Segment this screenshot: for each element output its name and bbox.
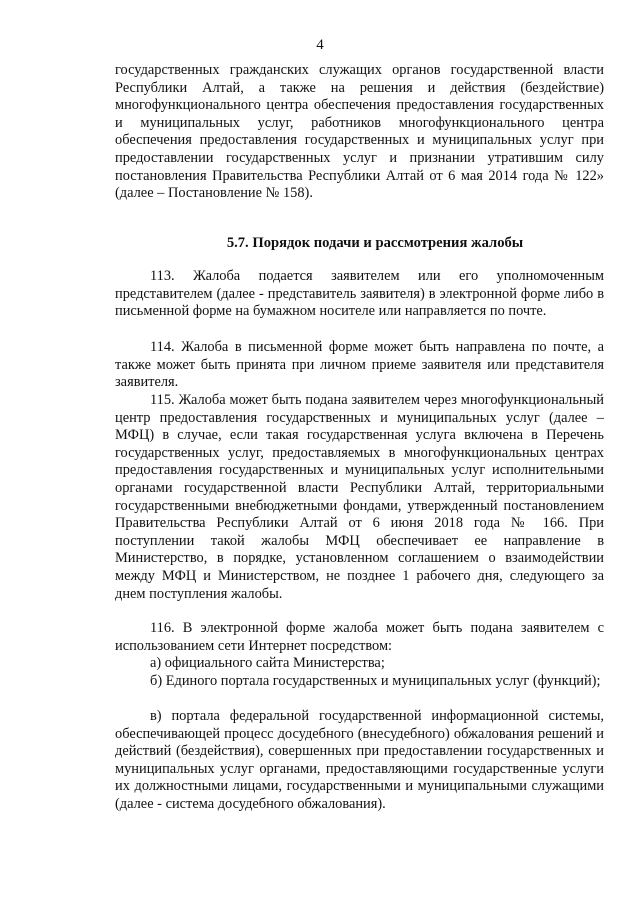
section-heading: 5.7. Порядок подачи и рассмотрения жалобы [226,235,524,251]
paragraph-116: 116. В электронной форме жалоба может быть подана заявителем с использованием сети Интернет посредством: [115,620,604,654]
page-number: 4 [316,37,324,53]
paragraph-116-b: б) Единого портала государственных и муниципальных услуг (функций); [150,673,601,689]
continuation-paragraph: государственных гражданских служащих органов государственной власти Республики Алтай, а также на решения и действия (бездействие) многофункционального центра обеспечения предоставления государственных и муниципальных услуг, работников многофункционального центра обеспечения предоставления государственных и муниципальных услуг при предоставлении государственных услуг и признании утратившим силу постановления Правительства Республики Алтай от 6 мая 2014 года № 122» (далее – Постановление № 158). [115,62,604,202]
paragraph-114: 114. Жалоба в письменной форме может быть направлена по почте, а также может быть принята при личном приеме заявителя или представителя заявителя. [115,339,604,391]
paragraph-115: 115. Жалоба может быть подана заявителем через многофункциональный центр предоставления государственных и муниципальных услуг (далее – МФЦ) в случае, если такая государственная услуга включена в Перечень государственных услуг, предоставляемых в многофункциональных центрах предоставления государственных и муниципальных услуг исполнительными органами государственной власти Республики Алтай, территориальными государственными внебюджетными фондами, утвержденный постановлением Правительства Республики Алтай от 6 июня 2018 года № 166. При поступлении такой жалобы МФЦ обеспечивает ее направление в Министерство, в порядке, установленном соглашением о взаимодействии между МФЦ и Министерством, не позднее 1 рабочего дня, следующего за днем поступления жалобы. [115,392,604,602]
paragraph-116-c: в) портала федеральной государственной информационной системы, обеспечивающей процесс досудебного (внесудебного) обжалования решений и действий (бездействия), совершенных при предоставлении государственных и муниципальных услуг органами, предоставляющими государственные услуги их должностными лицами, государственными и муниципальными служащими (далее - система досудебного обжалования). [115,708,604,812]
paragraph-116-a: а) официального сайта Министерства; [150,655,385,671]
paragraph-113: 113. Жалоба подается заявителем или его уполномоченным представителем (далее - представитель заявителя) в электронной форме либо в письменной форме на бумажном носителе или направляется по почте. [115,268,604,320]
